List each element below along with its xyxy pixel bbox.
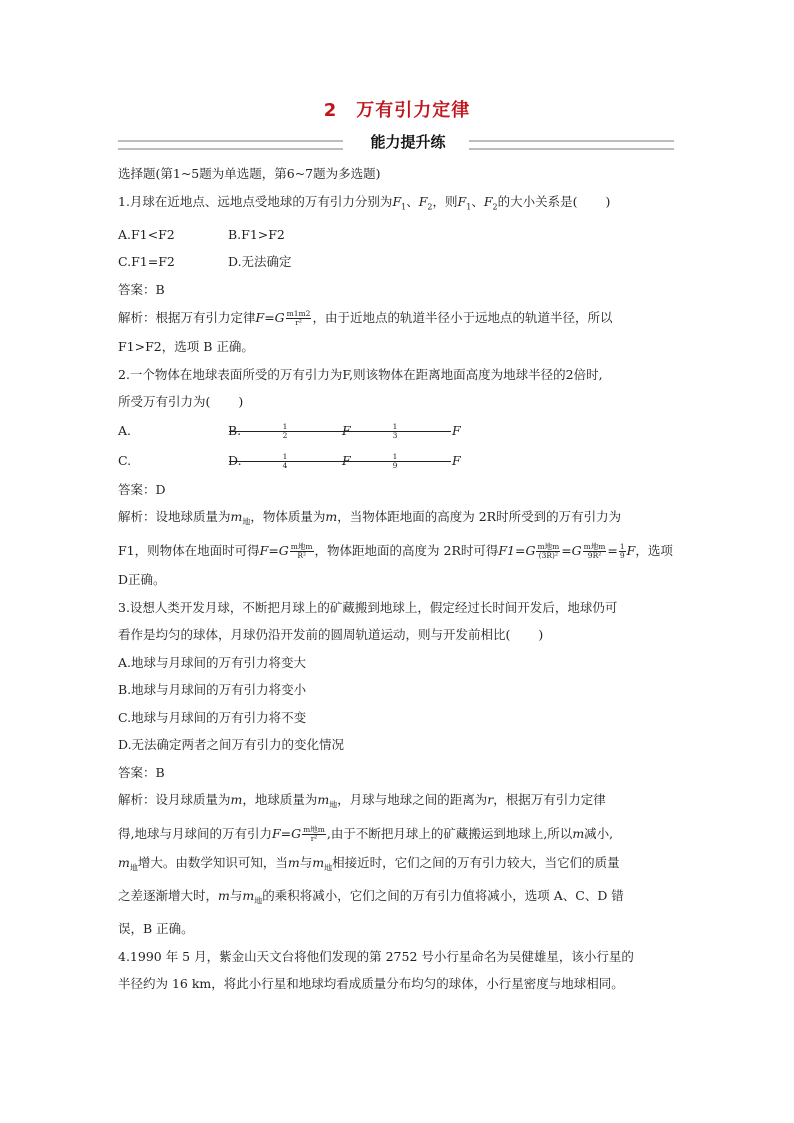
q2-explanation-line3: D正确。: [118, 572, 166, 587]
q2-stem-line2: 所受万有引力为( ): [118, 394, 244, 409]
q3-option-c: C.地球与月球间的万有引力将不变: [118, 709, 307, 725]
q1-options-row2: [118, 248, 678, 276]
q2-stem-line1: 2.一个物体在地球表面所受的万有引力为F,则该物体在距离地面高度为地球半径的2倍时,: [118, 366, 603, 382]
q2-explanation-line2: F1，则物体在地面时可得F=G $\frac{\text{m地m}}{\text{R²}}$ ，物体距地面的高度为 2R时可得F1=G $\frac{\text{m地m}}{\text{(3R)²}}$ =G $\frac{\text{m地m}}{\text{9R²}}$ = $\frac{1}{9}$ F，选项: [118, 542, 673, 560]
q1-stem: 1.月球在近地点、远地点受地球的万有引力分别为$F_1$、$F_2$，则$F_1$、$F_2$的大小关系是( ): [118, 193, 611, 211]
q3-stem-line1: 3.设想人类开发月球，不断把月球上的矿藏搬到地球上，假定经过长时间开发后，地球仍可: [118, 599, 618, 615]
section-subtitle: 能力提升练: [370, 133, 446, 151]
q3-option-d: D.无法确定两者之间万有引力的变化情况: [118, 737, 345, 752]
divider-left: [118, 140, 343, 150]
q3-answer: 答案：B: [118, 764, 165, 780]
q2-answer: 答案：D: [118, 481, 166, 497]
q1-options-row1: [118, 221, 678, 249]
q1-option-d: D.无法确定: [228, 254, 292, 269]
q2-options-row2: [118, 446, 678, 476]
q1-option-a: A.F1<F2: [118, 226, 175, 242]
q4-stem-line1: 4.1990 年 5 月，紫金山天文台将他们发现的第 2752 号小行星命名为吴健雄星，该小行星的: [118, 948, 634, 964]
q3-option-b: B.地球与月球间的万有引力将变小: [118, 682, 307, 697]
q3-explanation-line1: 解析：设月球质量为m，地球质量为$m_地$，月球与地球之间的距离为r，根据万有引力定律: [118, 792, 606, 810]
q2-option-b: B. $\frac{1}{3}$ F: [228, 421, 461, 440]
intro-line: 选择题(第1~5题为单选题，第6~7题为多选题): [118, 166, 381, 181]
q2-options-row1: [118, 416, 678, 446]
divider-right: [469, 140, 674, 150]
q1-explanation-line1: 解析：根据万有引力定律F=G $\frac{m1m2}{\text{r²}}$ ，由于近地点的轨道半径小于远地点的轨道半径，所以: [118, 309, 613, 327]
fraction: $\frac{m1m2}{\text{r²}}$: [286, 309, 311, 327]
q3-explanation-line3: $m_地$增大。由数学知识可知，当m与$m_地$相接近时，它们之间的万有引力较大，当它们的质量: [118, 855, 620, 873]
content: [118, 160, 678, 998]
q3-option-a: A.地球与月球间的万有引力将变大: [118, 654, 307, 670]
q2-option-c: C. $\frac{1}{4}$ F: [118, 451, 351, 470]
q3-explanation-line4: 之差逐渐增大时，m与$m_地$的乘积将减小，它们之间的万有引力值将减小，选项 A、C、D 错: [118, 888, 624, 906]
q3-explanation-line5: 误，B 正确。: [118, 921, 194, 936]
subtitle-row: [118, 131, 674, 153]
q4-stem-line2: 半径约为 16 km，将此小行星和地球均看成质量分布均匀的球体，小行星密度与地球相同。: [118, 976, 624, 991]
q3-stem-line2: 看作是均匀的球体，月球仍沿开发前的圆周轨道运动，则与开发前相比( ): [118, 627, 544, 642]
q1-option-b: B.F1>F2: [228, 226, 285, 242]
q3-explanation-line2: 得,地球与月球间的万有引力F=G $\frac{\text{m地m}}{\text{r²}}$ ,由于不断把月球上的矿藏搬运到地球上,所以m减小,: [118, 825, 614, 843]
q2-explanation-line1: 解析：设地球质量为$m_地$，物体质量为m，当物体距地面的高度为 2R时所受到的万有引力为: [118, 509, 622, 527]
q2-option-d: D. $\frac{1}{9}$ F: [228, 451, 461, 470]
q1-option-c: C.F1=F2: [118, 254, 175, 269]
q2-option-a: A. $\frac{1}{2}$ F: [118, 421, 351, 440]
q1-explanation-line2: F1>F2，选项 B 正确。: [118, 339, 254, 354]
q1-answer: 答案：B: [118, 281, 165, 297]
page-title: 2 万有引力定律: [323, 100, 471, 121]
